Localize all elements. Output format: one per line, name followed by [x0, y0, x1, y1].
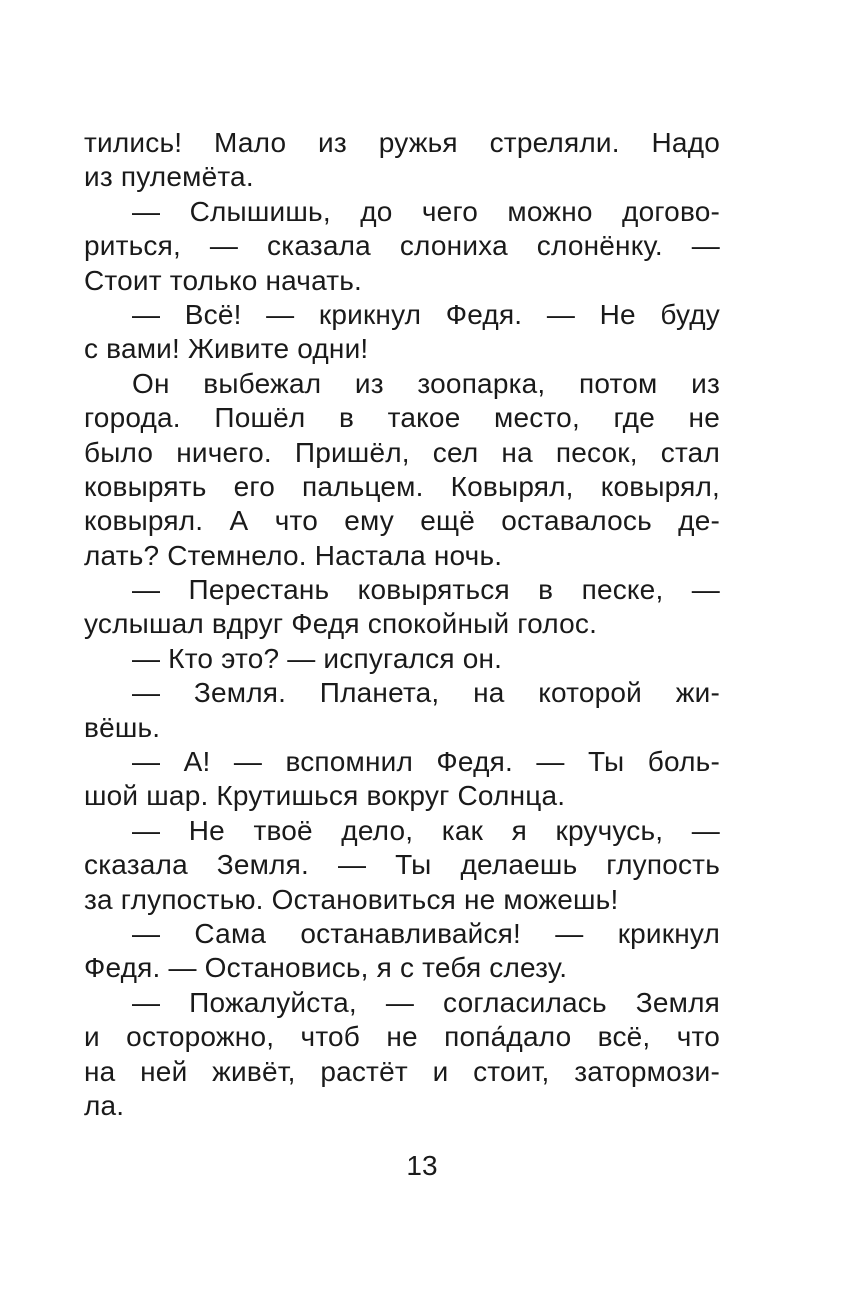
text-line-29: ла.: [84, 1089, 125, 1121]
text-line-19: — А! — вспомнил Федя. — Ты боль-: [132, 746, 720, 778]
text-line-11: ковырять его пальцем. Ковырял, ковырял,: [84, 470, 720, 502]
text-line-20: шой шар. Крутишься вокруг Солнца.: [84, 780, 566, 812]
text-line-2: из пулемёта.: [84, 161, 254, 193]
text-line-9: города. Пошёл в такое место, где не: [84, 402, 720, 434]
text-line-4: риться, — сказала слониха слонёнку. —: [84, 230, 720, 262]
text-line-24: — Сама останавливайся! — крикнул: [132, 917, 720, 949]
text-line-5: Стоит только начать.: [84, 264, 363, 296]
text-line-7: с вами! Живите одни!: [84, 333, 369, 365]
text-line-27: и осторожно, чтоб не попа́дало всё, что: [84, 1021, 720, 1053]
text-line-14: — Перестань ковыряться в песке, —: [132, 574, 720, 606]
text-line-13: лать? Стемнело. Настала ночь.: [84, 539, 503, 571]
text-line-1: тились! Мало из ружья стреляли. Надо: [84, 127, 720, 158]
text-line-8: Он выбежал из зоопарка, потом из: [132, 367, 720, 399]
text-line-25: Федя. — Остановись, я с тебя слезу.: [84, 952, 568, 984]
text-line-17: — Земля. Планета, на которой жи-: [132, 677, 720, 709]
text-line-15: услышал вдруг Федя спокойный голос.: [84, 608, 598, 640]
text-line-6: — Всё! — крикнул Федя. — Не буду: [132, 298, 720, 330]
text-line-23: за глупостью. Остановиться не можешь!: [84, 883, 619, 915]
page-number: 13: [406, 1150, 438, 1181]
text-line-16: — Кто это? — испугался он.: [132, 642, 503, 674]
text-line-18: вёшь.: [84, 711, 161, 743]
text-line-3: — Слышишь, до чего можно догово-: [132, 195, 720, 227]
text-line-28: на ней живёт, растёт и стоит, затормози-: [84, 1055, 720, 1087]
text-line-10: было ничего. Пришёл, сел на песок, стал: [84, 436, 720, 468]
text-line-12: ковырял. А что ему ещё оставалось де-: [84, 505, 720, 537]
book-page-text: [84, 126, 720, 1123]
text-line-21: — Не твоё дело, как я кручусь, —: [132, 814, 720, 846]
text-line-26: — Пожалуйста, — согласилась Земля: [132, 986, 720, 1018]
text-line-22: сказала Земля. — Ты делаешь глупость: [84, 849, 720, 881]
